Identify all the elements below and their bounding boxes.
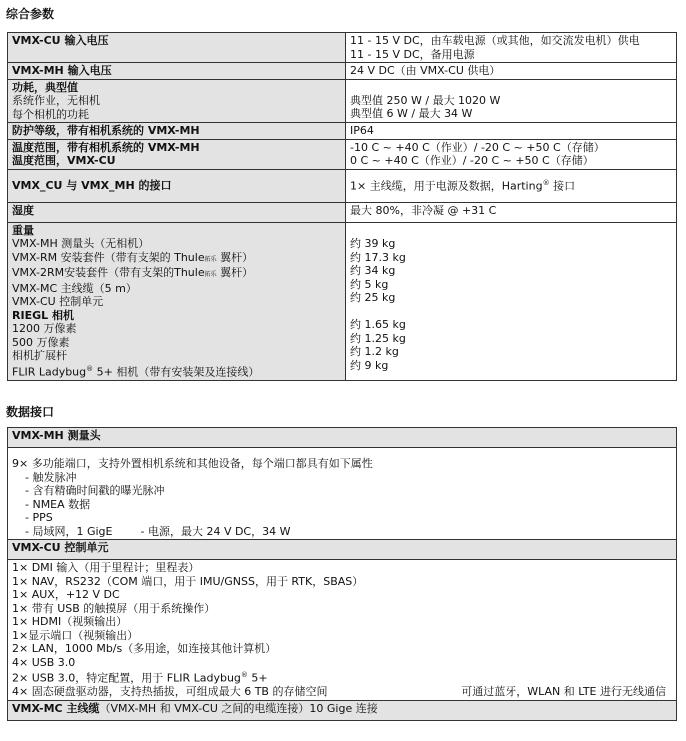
spec-value (346, 169, 677, 202)
weight-value: 约 25 kg (350, 291, 396, 304)
mh-header: VMX-MH 测量头 (8, 428, 677, 448)
cu-line: 1× HDMI（视频输出） (12, 615, 128, 628)
cu-header: VMX-CU 控制单元 (8, 540, 677, 560)
spec-key: VMX_CU 与 VMX_MH 的接口 (8, 169, 346, 202)
spec-row-weight (8, 222, 677, 380)
weight-label-text: 翼杆） (216, 250, 254, 264)
mh-intro: 9× 多功能端口，支持外置相机系统和其他设备，每个端口都具有如下属性 (12, 457, 373, 470)
spec-value: IP64 (346, 123, 677, 140)
mc-header-title: VMX-MC 主线缆 (12, 701, 100, 715)
cu-line: 1× NAV，RS232（COM 端口，用于 IMU/GNSS，用于 RTK，SBAS） (12, 574, 364, 588)
registered-mark: ® (542, 179, 550, 188)
weight-values (346, 222, 677, 380)
spec-key: VMX-MH 输入电压 (8, 63, 346, 80)
mh-body (8, 448, 677, 540)
mc-header-desc: （VMX-MH 和 VMX-CU 之间的电缆连接）10 Gige 连接 (99, 701, 378, 715)
spec-value-line: 典型值 250 W / 最大 1020 W (350, 93, 501, 107)
weight-label: 1200 万像素 (12, 322, 77, 335)
weight-value: 约 34 kg (350, 264, 396, 277)
mc-header-row (8, 700, 677, 720)
spec-key-line: 温度范围，带有相机系统的 VMX-MH (12, 140, 200, 154)
weight-label-text: 翼杆） (216, 266, 254, 279)
weight-value: 约 1.2 kg (350, 345, 399, 358)
mh-bullet (12, 525, 672, 539)
spec-value (346, 33, 677, 63)
weight-label: VMX-CU 控制单元 (12, 295, 104, 308)
weight-label: 相机扩展杆 (12, 349, 67, 362)
data-interfaces-table (7, 427, 677, 721)
spec-row-humidity (8, 202, 677, 222)
weight-label-text: FLIR Ladybug (12, 365, 87, 379)
weight-value: 约 39 kg (350, 237, 396, 250)
spec-value-text: 1× 主线缆，用于电源及数据，Harting (350, 180, 543, 194)
spec-row-interface (8, 169, 677, 202)
weight-subheader: RIEGL 相机 (12, 308, 74, 322)
spec-key-line: 系统作业，无相机 (12, 94, 100, 107)
spec-key: 湿度 (8, 202, 346, 222)
interfaces-section-title: 数据接口 (6, 405, 55, 419)
weight-value: 约 1.25 kg (350, 331, 406, 345)
spec-key-heading: 功耗，典型值 (12, 80, 78, 94)
weight-label: VMX-MC 主线缆（5 m） (12, 281, 137, 295)
spec-row-protection (8, 123, 677, 140)
cu-line (12, 685, 672, 699)
spec-value-line: -10 C ~ +40 C（作业）/ -20 C ~ +50 C（存储） (350, 140, 605, 154)
registered-mark: ® (86, 364, 94, 373)
spec-key (8, 79, 346, 123)
spec-value: 最大 80%，非冷凝 @ +31 C (346, 202, 677, 222)
spec-row-cu-voltage (8, 33, 677, 63)
weight-label (12, 363, 341, 379)
spec-value: 24 V DC（由 VMX-CU 供电） (346, 63, 677, 80)
weight-label: VMX-MH 测量头（无相机） (12, 237, 150, 250)
cu-line: 1× AUX，+12 V DC (12, 588, 120, 601)
general-section-title: 综合参数 (6, 7, 55, 21)
cu-body (8, 560, 677, 701)
weight-label-small: 拓乐 (204, 271, 217, 278)
spec-value-line: 11 - 15 V DC，由车载电源（或其他，如交流发电机）供电 (350, 34, 640, 47)
spec-value-line: 典型值 6 W / 最大 34 W (350, 107, 473, 120)
cu-line: 1× 带有 USB 的触摸屏（用于系统操作） (12, 601, 216, 615)
weight-label: 500 万像素 (12, 335, 70, 349)
weight-value: 约 1.65 kg (350, 318, 406, 331)
cu-line: 1× DMI 输入（用于里程计；里程表） (12, 561, 200, 574)
mh-bullet: - PPS (25, 511, 53, 524)
cu-header-row (8, 540, 677, 560)
weight-label-text: VMX-2RM安装套件（带有支架的Thule (12, 266, 205, 279)
weight-label (12, 251, 341, 267)
cu-line: 2× LAN，1000 Mb/s（多用途，如连接其他计算机） (12, 642, 277, 655)
weight-value: 约 9 kg (350, 358, 389, 372)
spec-key (8, 139, 346, 169)
spec-value-line: 11 - 15 V DC，备用电源 (350, 47, 475, 61)
general-specs-table (7, 32, 677, 381)
spec-key-line: 每个相机的功耗 (12, 107, 89, 121)
spec-key: VMX-CU 输入电压 (8, 33, 346, 63)
weight-header: 重量 (12, 223, 34, 237)
weight-label-small: 拓乐 (204, 255, 217, 263)
weight-label-text: VMX-RM 安装套件（带有支架的 Thule (12, 250, 205, 264)
spec-value (346, 79, 677, 123)
weight-value: 约 5 kg (350, 277, 389, 291)
mc-header (8, 700, 677, 720)
cu-line (12, 669, 672, 685)
cu-line-text: 2× USB 3.0，特定配置，用于 FLIR Ladybug (12, 671, 241, 685)
cu-line: 1×显示端口（视频输出） (12, 628, 139, 642)
spec-row-mh-voltage (8, 63, 677, 80)
spec-value-line: 0 C ~ +40 C（作业）/ -20 C ~ +50 C（存储） (350, 154, 594, 167)
weight-label (12, 266, 341, 282)
spec-value (346, 139, 677, 169)
cu-line-text: 5+ (247, 671, 268, 685)
spec-key: 防护等级，带有相机系统的 VMX-MH (8, 123, 346, 140)
registered-mark: ® (240, 671, 248, 679)
spec-row-power (8, 79, 677, 123)
mh-bullet: - NMEA 数据 (25, 497, 91, 511)
weight-labels (8, 222, 346, 380)
cu-ssd: 4× 固态硬盘驱动器，支持热插拔，可组成最大 6 TB 的存储空间 (12, 685, 328, 699)
cu-body-row (8, 560, 677, 701)
cu-line: 4× USB 3.0 (12, 655, 76, 669)
mh-bullet-power: - 电源，最大 24 V DC，34 W (140, 524, 291, 538)
mh-body-row (8, 448, 677, 540)
mh-bullet-lan: - 局域网，1 GigE (25, 524, 113, 538)
spec-row-temperature (8, 139, 677, 169)
spec-key-line: 温度范围，VMX-CU (12, 154, 116, 167)
mh-header-row (8, 428, 677, 448)
weight-label-text: 5+ 相机（带有安装架及连接线） (93, 365, 260, 379)
cu-wireless: 可通过蓝牙，WLAN 和 LTE 进行无线通信 (461, 685, 666, 699)
weight-value: 约 17.3 kg (350, 250, 406, 264)
mh-bullet: - 含有精确时间戳的曝光脉冲 (25, 484, 165, 497)
mh-bullet: - 触发脉冲 (25, 470, 77, 484)
spec-value-text: 接口 (549, 180, 576, 194)
